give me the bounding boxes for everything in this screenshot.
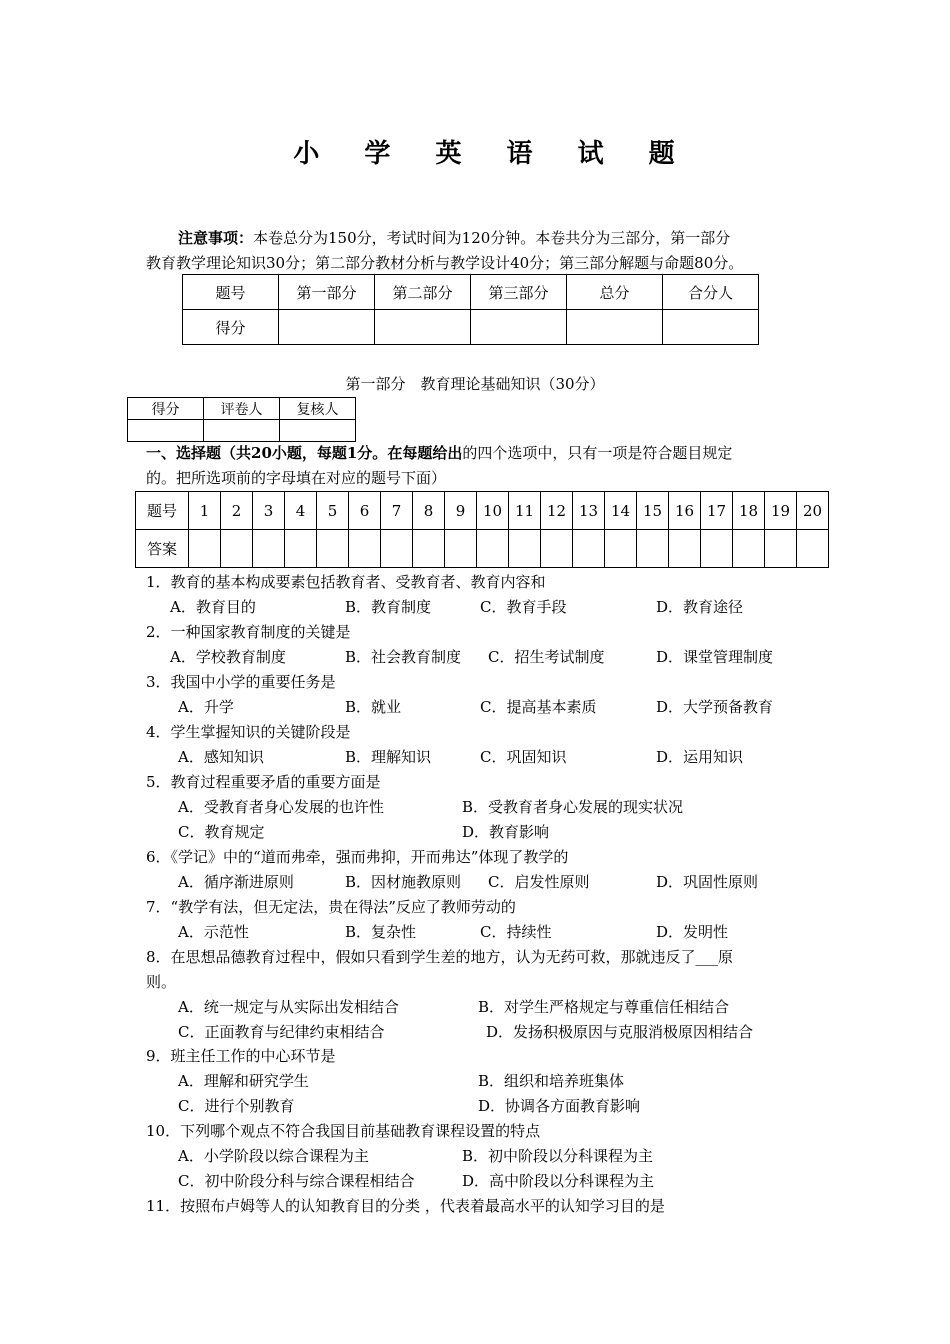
option-c: C．教育手段 [480, 598, 567, 616]
notice-line-2: 教育教学理论知识30分；第二部分教材分析与教学设计40分；第三部分解题与命题80分。 [146, 254, 744, 272]
answer-cell[interactable] [413, 530, 445, 568]
score-table [182, 274, 759, 345]
option-a: A．理解和研究学生 [178, 1072, 309, 1090]
score-cell[interactable] [471, 310, 567, 345]
question-9: 9．班主任工作的中心环节是 [146, 1047, 336, 1065]
grader-table: 得分 评卷人 复核人 [127, 397, 356, 442]
answer-cell[interactable] [221, 530, 253, 568]
score-table-row: 得分 [183, 310, 759, 345]
answer-cell[interactable] [637, 530, 669, 568]
option-c: C．招生考试制度 [488, 648, 605, 666]
option-d: D．发扬积极原因与克服消极原因相结合 [486, 1023, 754, 1041]
question-6: 6．《学记》中的“道而弗牵，强而弗抑，开而弗达”体现了教学的 [146, 848, 569, 866]
option-b: B．就业 [345, 698, 402, 716]
answer-table-row: 答案 [136, 530, 829, 568]
answer-cell[interactable] [189, 530, 221, 568]
question-10: 10．下列哪个观点不符合我国目前基础教育课程设置的特点 [146, 1122, 541, 1140]
option-c: C．提高基本素质 [480, 698, 597, 716]
score-cell[interactable] [663, 310, 759, 345]
score-cell[interactable] [279, 310, 375, 345]
option-d: D．发明性 [656, 923, 729, 941]
answer-cell[interactable] [445, 530, 477, 568]
option-b: B．初中阶段以分科课程为主 [462, 1147, 654, 1165]
option-a: A．感知知识 [178, 748, 264, 766]
answer-cell[interactable] [733, 530, 765, 568]
instruction: 一、选择题（共20小题，每题1分。在每题给出的四个选项中，只有一项是符合题目规定 的。把所选项前的字母填在对应的题号下面） [146, 444, 733, 487]
answer-cell[interactable] [477, 530, 509, 568]
option-b: B．受教育者身心发展的现实状况 [462, 798, 684, 816]
option-a: A．受教育者身心发展的也许性 [178, 798, 384, 816]
option-b: B．复杂性 [345, 923, 417, 941]
option-c: C．正面教育与纪律约束相结合 [178, 1023, 385, 1041]
notice-line-1: 注意事项：本卷总分为150分，考试时间为120分钟。本卷共分为三部分，第一部分 [178, 229, 731, 247]
option-b: B．因材施教原则 [345, 873, 462, 891]
option-c: C．启发性原则 [488, 873, 590, 891]
page-title: 小 学 英 语 试 题 [293, 139, 693, 169]
option-b: B．理解知识 [345, 748, 432, 766]
grader-cell[interactable] [204, 420, 280, 442]
option-c: C．教育规定 [178, 823, 265, 841]
answer-cell[interactable] [381, 530, 413, 568]
option-c: C．进行个别教育 [178, 1097, 295, 1115]
question-1: 1．教育的基本构成要素包括教育者、受教育者、教育内容和 [146, 573, 546, 591]
option-d: D．协调各方面教育影响 [478, 1097, 641, 1115]
answer-cell[interactable] [669, 530, 701, 568]
grader-cell[interactable] [128, 420, 204, 442]
section-title: 第一部分 教育理论基础知识（30分） [345, 375, 605, 393]
answer-cell[interactable] [605, 530, 637, 568]
answer-table [135, 491, 829, 568]
option-d: D．教育影响 [462, 823, 550, 841]
option-a: A．教育目的 [170, 598, 256, 616]
option-b: B．对学生严格规定与尊重信任相结合 [478, 998, 730, 1016]
option-d: D．高中阶段以分科课程为主 [462, 1172, 655, 1190]
option-a: A．小学阶段以综合课程为主 [178, 1147, 369, 1165]
answer-cell[interactable] [317, 530, 349, 568]
option-b: B．教育制度 [345, 598, 432, 616]
answer-cell[interactable] [797, 530, 829, 568]
option-a: A．升学 [178, 698, 234, 716]
question-4: 4．学生掌握知识的关键阶段是 [146, 723, 351, 741]
answer-cell[interactable] [541, 530, 573, 568]
score-cell[interactable] [375, 310, 471, 345]
answer-cell[interactable] [285, 530, 317, 568]
option-b: B．社会教育制度 [345, 648, 462, 666]
score-cell[interactable] [567, 310, 663, 345]
option-c: C．持续性 [480, 923, 552, 941]
notice [146, 226, 816, 276]
option-b: B．组织和培养班集体 [478, 1072, 625, 1090]
question-11: 11．按照布卢姆等人的认知教育目的分类 ，代表着最高水平的认知学习目的是 [146, 1197, 665, 1215]
question-7: 7．“教学有法，但无定法，贵在得法”反应了教师劳动的 [146, 898, 516, 916]
answer-cell[interactable] [573, 530, 605, 568]
grader-cell[interactable] [280, 420, 356, 442]
question-2: 2．一种国家教育制度的关键是 [146, 623, 351, 641]
answer-cell[interactable] [701, 530, 733, 568]
answer-cell[interactable] [253, 530, 285, 568]
option-c: C．初中阶段分科与综合课程相结合 [178, 1172, 415, 1190]
question-5: 5．教育过程重要矛盾的重要方面是 [146, 773, 381, 791]
answer-table-header: 题号 1 2 3 4 5 6 7 8 9 10 11 12 13 14 15 16 17 18 19 20 [136, 492, 829, 530]
option-a: A．循序渐进原则 [178, 873, 294, 891]
score-table-header: 题号 第一部分 第二部分 第三部分 总分 合分人 [183, 275, 759, 310]
notice-label: 注意事项： [178, 229, 254, 247]
option-d: D．巩固性原则 [656, 873, 759, 891]
answer-cell[interactable] [765, 530, 797, 568]
answer-cell[interactable] [509, 530, 541, 568]
option-a: A．学校教育制度 [170, 648, 286, 666]
option-d: D．课堂管理制度 [656, 648, 774, 666]
option-d: D．大学预备教育 [656, 698, 774, 716]
question-8-continued: 则。 [146, 973, 177, 991]
option-d: D．运用知识 [656, 748, 744, 766]
question-3: 3．我国中小学的重要任务是 [146, 673, 336, 691]
option-a: A．统一规定与从实际出发相结合 [178, 998, 399, 1016]
option-d: D．教育途径 [656, 598, 744, 616]
answer-cell[interactable] [349, 530, 381, 568]
option-c: C．巩固知识 [480, 748, 567, 766]
question-8: 8．在思想品德教育过程中，假如只看到学生差的地方，认为无药可救，那就违反了___原 [146, 948, 734, 966]
option-a: A．示范性 [178, 923, 249, 941]
